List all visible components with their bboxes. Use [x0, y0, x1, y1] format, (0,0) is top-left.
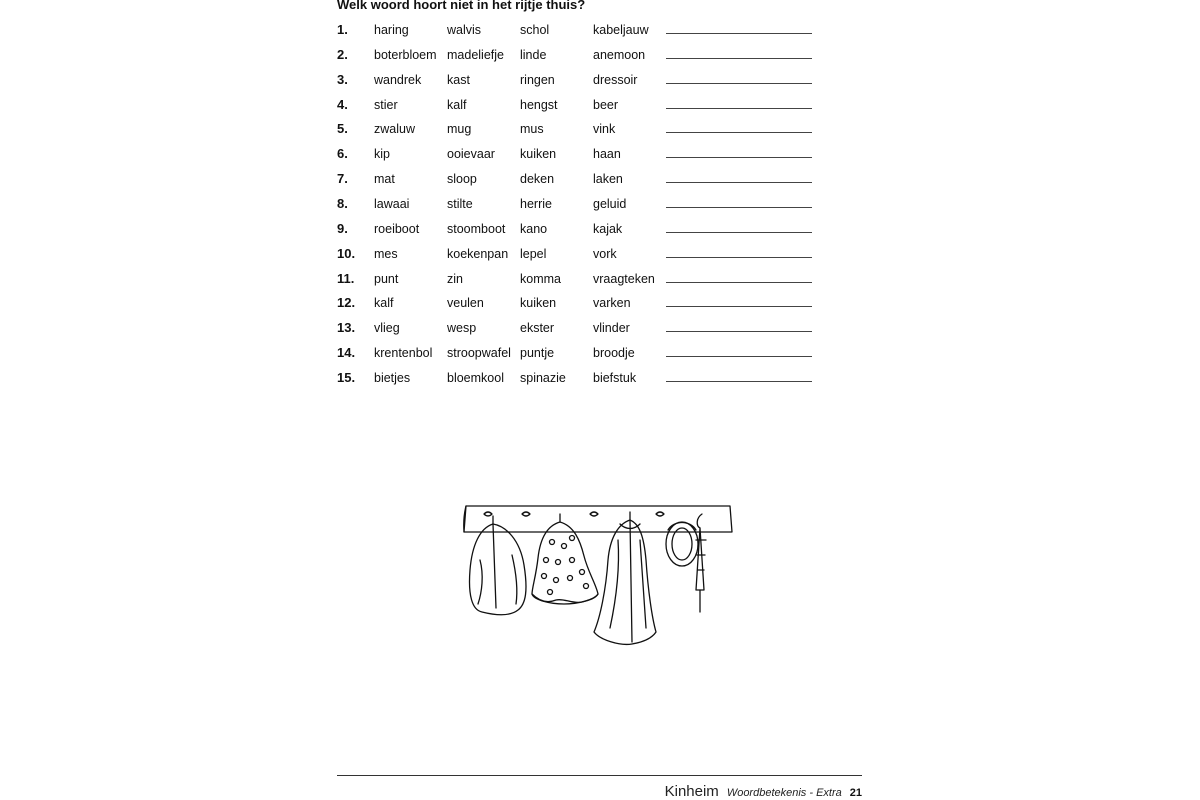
- word-option: deken: [520, 172, 555, 187]
- word-option: vlinder: [593, 321, 630, 336]
- word-option: mus: [520, 122, 544, 137]
- word-option: kajak: [593, 221, 623, 236]
- word-option: stilte: [447, 196, 473, 211]
- word-option: stoomboot: [447, 221, 506, 236]
- answer-line[interactable]: [666, 257, 812, 258]
- word-option: bietjes: [374, 370, 411, 385]
- page-number: 21: [849, 787, 862, 799]
- word-option: ekster: [520, 321, 555, 336]
- word-option: kabeljauw: [593, 23, 649, 37]
- exercise-row: [337, 20, 817, 40]
- answer-line[interactable]: [666, 58, 812, 59]
- exercise-row: [337, 70, 817, 90]
- footer-divider: [337, 775, 862, 776]
- word-option: broodje: [593, 346, 635, 361]
- exercise-number: 5.: [337, 121, 348, 137]
- word-option: vraagteken: [593, 271, 655, 286]
- word-option: schol: [520, 23, 550, 37]
- word-option: koekenpan: [447, 246, 509, 261]
- answer-line[interactable]: [666, 33, 812, 34]
- answer-line[interactable]: [666, 207, 812, 208]
- word-option: madeliefje: [447, 47, 504, 62]
- word-option: vork: [593, 246, 617, 261]
- word-option: walvis: [447, 23, 482, 37]
- exercise-number: 7.: [337, 171, 348, 187]
- word-option: spinazie: [520, 370, 566, 385]
- word-option: lawaai: [374, 196, 410, 211]
- word-option: sloop: [447, 172, 477, 187]
- answer-line[interactable]: [666, 282, 812, 283]
- word-option: laken: [593, 172, 623, 187]
- word-option: stroopwafel: [447, 346, 511, 361]
- word-option: kuiken: [520, 147, 557, 162]
- word-option: lepel: [520, 246, 547, 261]
- word-option: biefstuk: [593, 370, 637, 385]
- exercise-row: [337, 368, 817, 388]
- word-option: wesp: [447, 321, 477, 336]
- word-option: stier: [374, 97, 398, 112]
- exercise-row: [337, 194, 817, 214]
- word-option: hengst: [520, 97, 558, 112]
- exercise-number: 15.: [337, 369, 356, 385]
- exercise-row: [337, 144, 817, 164]
- word-option: mes: [374, 246, 398, 261]
- exercise-number: 11.: [337, 270, 355, 286]
- publisher-brand: Kinheim: [664, 783, 719, 800]
- word-option: vink: [593, 122, 616, 137]
- exercise-row: [337, 244, 817, 264]
- word-option: geluid: [593, 196, 627, 211]
- exercise-number: 13.: [337, 320, 356, 336]
- exercise-number: 4.: [337, 96, 348, 112]
- exercise-number: 10.: [337, 245, 356, 261]
- coat-rack-icon: [460, 500, 740, 650]
- word-option: varken: [593, 296, 631, 311]
- exercise-number: 9.: [337, 220, 348, 236]
- word-option: roeiboot: [374, 221, 420, 236]
- page-footer: [665, 783, 862, 800]
- word-option: linde: [520, 47, 547, 62]
- exercise-number: 6.: [337, 146, 348, 162]
- word-option: haan: [593, 147, 621, 162]
- exercise-number: 12.: [337, 295, 356, 311]
- word-option: haring: [374, 23, 409, 37]
- book-subtitle: Woordbetekenis - Extra: [726, 787, 842, 799]
- answer-line[interactable]: [666, 232, 812, 233]
- word-option: zwaluw: [374, 122, 415, 137]
- word-option: kalf: [374, 296, 394, 311]
- exercise-row: [337, 318, 817, 338]
- exercise-row: [337, 293, 817, 313]
- exercise-number: 2.: [337, 46, 348, 62]
- word-option: ringen: [520, 72, 555, 87]
- exercise-row: [337, 45, 817, 65]
- word-option: boterbloem: [374, 47, 437, 62]
- word-option: zin: [447, 271, 463, 286]
- exercise-row: [337, 343, 817, 363]
- answer-line[interactable]: [666, 356, 812, 357]
- word-option: vlieg: [374, 321, 400, 336]
- word-option: kip: [374, 147, 390, 162]
- word-option: krentenbol: [374, 346, 433, 361]
- word-option: bloemkool: [447, 370, 504, 385]
- exercise-row: [337, 269, 817, 289]
- answer-line[interactable]: [666, 83, 812, 84]
- answer-line[interactable]: [666, 132, 812, 133]
- word-option: beer: [593, 97, 619, 112]
- exercise-number: 8.: [337, 195, 348, 211]
- word-option: komma: [520, 271, 561, 286]
- word-option: anemoon: [593, 47, 646, 62]
- answer-line[interactable]: [666, 381, 812, 382]
- word-option: wandrek: [374, 72, 422, 87]
- word-option: kuiken: [520, 296, 557, 311]
- exercise-row: [337, 219, 817, 239]
- answer-line[interactable]: [666, 157, 812, 158]
- word-option: mug: [447, 122, 472, 137]
- exercise-number: 14.: [337, 345, 356, 361]
- answer-line[interactable]: [666, 108, 812, 109]
- answer-line[interactable]: [666, 331, 812, 332]
- worksheet-title: Welk woord hoort niet in het rijtje thuis?: [337, 0, 586, 12]
- word-option: veulen: [447, 296, 484, 311]
- word-option: herrie: [520, 196, 552, 211]
- word-option: puntje: [520, 346, 555, 361]
- answer-line[interactable]: [666, 182, 812, 183]
- word-option: kano: [520, 221, 548, 236]
- word-option: dressoir: [593, 72, 638, 87]
- exercise-row: [337, 119, 817, 139]
- exercise-row: [337, 95, 817, 115]
- word-option: mat: [374, 172, 395, 187]
- exercise-number: 1.: [337, 22, 348, 37]
- word-option: punt: [374, 271, 399, 286]
- word-option: kast: [447, 72, 470, 87]
- word-option: ooievaar: [447, 147, 495, 162]
- word-option: kalf: [447, 97, 467, 112]
- answer-line[interactable]: [666, 306, 812, 307]
- exercise-row: [337, 169, 817, 189]
- exercise-number: 3.: [337, 71, 348, 87]
